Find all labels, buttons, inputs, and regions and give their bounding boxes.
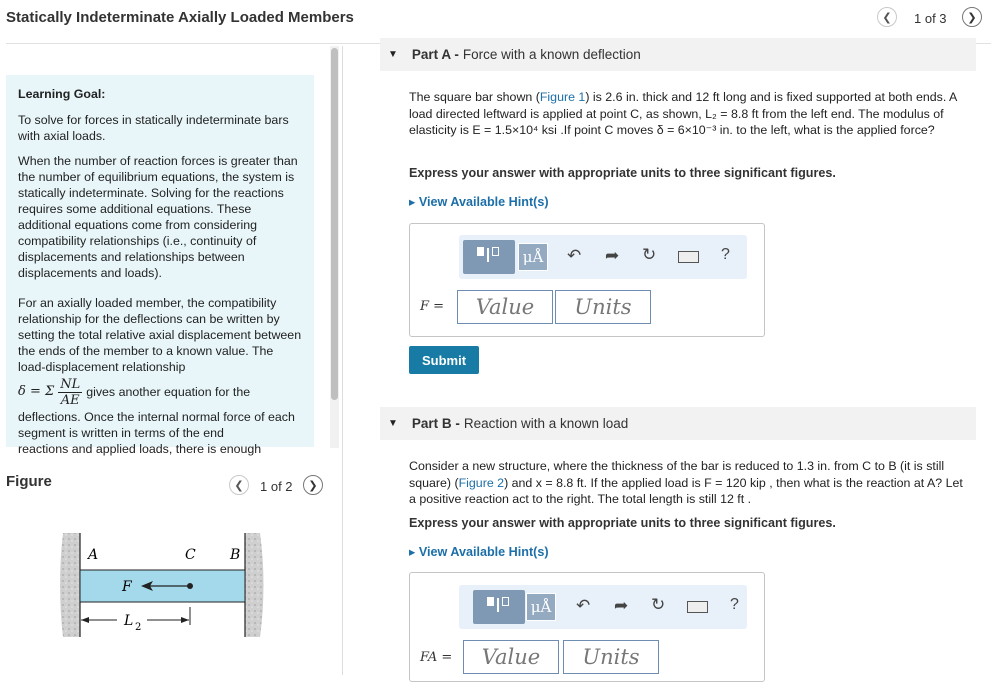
part-b-hint-link[interactable]: ▸ View Available Hint(s) <box>409 545 549 559</box>
figure-label: Figure <box>6 473 52 490</box>
label-l2-subscript: 2 <box>135 622 142 633</box>
prev-page-button[interactable] <box>877 7 897 27</box>
units-template-icon[interactable]: μÅ <box>526 593 556 621</box>
page-counter: 1 of 3 <box>914 11 947 26</box>
figure-counter: 1 of 2 <box>260 479 293 494</box>
part-b-header[interactable] <box>380 407 976 440</box>
keyboard-icon[interactable] <box>678 251 699 263</box>
part-a-text-2: ) is 2.6 in. thick and 12 ft long and is fixed supported at both ends. A load directed leftward is applied at point C, as shown, L₂ = 8.8 ft from the left end. The modulus of elasticity is E = 1.5×10⁴ ksi .If point C moves δ = 6×10⁻³ in. to the left, what is the applied force? <box>409 90 957 137</box>
reset-icon[interactable]: ↻ <box>651 595 666 614</box>
part-b-problem-text <box>409 458 969 508</box>
learning-goal-p4: deflections. Once the internal normal force of each segment is written in terms of the end <box>18 410 295 440</box>
redo-icon[interactable]: ➦ <box>605 246 620 265</box>
part-a-title: Force with a known deflection <box>462 47 641 62</box>
figure-prev-button[interactable] <box>229 475 249 495</box>
collapse-triangle-icon: ▼ <box>388 49 398 60</box>
part-b-math-toolbar <box>459 585 747 629</box>
help-icon[interactable]: ? <box>730 596 739 613</box>
label-l2: L <box>124 613 134 629</box>
undo-icon[interactable]: ↶ <box>567 246 582 265</box>
redo-icon[interactable]: ➦ <box>614 596 629 615</box>
part-a-value-input[interactable]: Value <box>457 290 553 324</box>
help-icon[interactable]: ? <box>721 246 730 263</box>
part-b-instruction: Express your answer with appropriate units to three significant figures. <box>409 516 836 530</box>
template-icon[interactable] <box>463 240 515 274</box>
figure-2-link[interactable]: Figure 2 <box>458 475 505 490</box>
left-scrollbar-thumb[interactable] <box>331 48 338 400</box>
label-b: B <box>230 547 241 563</box>
right-wall <box>245 533 264 637</box>
part-a-text-1: The square bar shown ( <box>409 90 540 104</box>
part-a-label: Part A - <box>411 47 459 62</box>
part-b-label: Part B - <box>411 416 460 431</box>
part-a-hint-link[interactable]: ▸ View Available Hint(s) <box>409 195 549 209</box>
part-a-problem-text <box>409 89 969 139</box>
learning-goal-panel <box>6 75 314 456</box>
chevron-left-icon: ❮ <box>234 479 244 492</box>
equation-tail: gives another equation for the <box>86 385 251 399</box>
chevron-right-icon: ❯ <box>308 479 318 492</box>
part-a-submit-button[interactable]: Submit <box>409 346 479 374</box>
next-page-button[interactable] <box>962 7 982 27</box>
equation-denominator: AE <box>60 392 80 408</box>
part-b-units-input[interactable]: Units <box>563 640 659 674</box>
equation-fraction <box>58 377 82 408</box>
part-a-instruction: Express your answer with appropriate units to three significant figures. <box>409 166 836 180</box>
part-b-text-2: ) and x = 8.8 ft. If the applied load is F = 120 kip , then what is the reaction at A? Let a positive reaction act to the right. The total length is still 12 ft . <box>409 475 963 506</box>
part-a-variable-label: F = <box>420 299 445 314</box>
learning-goal-p5: reactions and applied loads, there is enough <box>18 442 262 456</box>
undo-icon[interactable]: ↶ <box>576 596 591 615</box>
equation-lhs: δ = Σ <box>18 384 55 399</box>
equation-numerator: NL <box>60 376 81 392</box>
part-a-units-input[interactable]: Units <box>555 290 651 324</box>
figure-next-button[interactable] <box>303 475 323 495</box>
label-a: A <box>88 547 99 563</box>
label-f: F <box>122 579 132 595</box>
bar-figure <box>55 525 285 645</box>
learning-goal-p3: For an axially loaded member, the compatibility relationship for the deflections can be written by setting the total relative axial displacement between the ends of the member to a known value. The load-displacement relationship <box>18 296 302 374</box>
label-c: C <box>185 547 196 563</box>
collapse-triangle-icon: ▼ <box>388 418 398 429</box>
learning-goal-p2: When the number of reaction forces is greater than the number of equilibrium equations, the system is statically indeterminate. Solving for the reactions requires some additional equations. These additional equations come from considering compatibility relationships (i.e., continuity of displacements and relationships between displacements and loads). <box>18 154 298 280</box>
part-a-math-toolbar <box>459 235 747 279</box>
part-b-variable-label: FA = <box>420 650 453 665</box>
template-icon[interactable] <box>473 590 525 624</box>
reset-icon[interactable]: ↻ <box>642 245 657 264</box>
part-b-text-1: Consider a new structure, where the thickness of the bar is reduced to 1.3 in. from C to B (it is still square) ( <box>409 459 945 490</box>
units-template-icon[interactable]: μÅ <box>518 243 548 271</box>
part-b-value-input[interactable]: Value <box>463 640 559 674</box>
chevron-right-icon: ❯ <box>967 11 977 24</box>
chevron-left-icon: ❮ <box>882 11 892 24</box>
page-title: Statically Indeterminate Axially Loaded Members <box>6 9 354 26</box>
keyboard-icon[interactable] <box>687 601 708 613</box>
learning-goal-p1: To solve for forces in statically indeterminate bars with axial loads. <box>18 113 289 143</box>
part-a-header[interactable] <box>380 38 976 71</box>
learning-goal-heading: Learning Goal: <box>18 87 106 101</box>
figure-1-link[interactable]: Figure 1 <box>539 90 586 104</box>
load-displacement-equation <box>18 375 302 409</box>
part-b-title: Reaction with a known load <box>463 416 629 431</box>
column-divider <box>342 46 343 675</box>
left-wall <box>60 533 80 637</box>
